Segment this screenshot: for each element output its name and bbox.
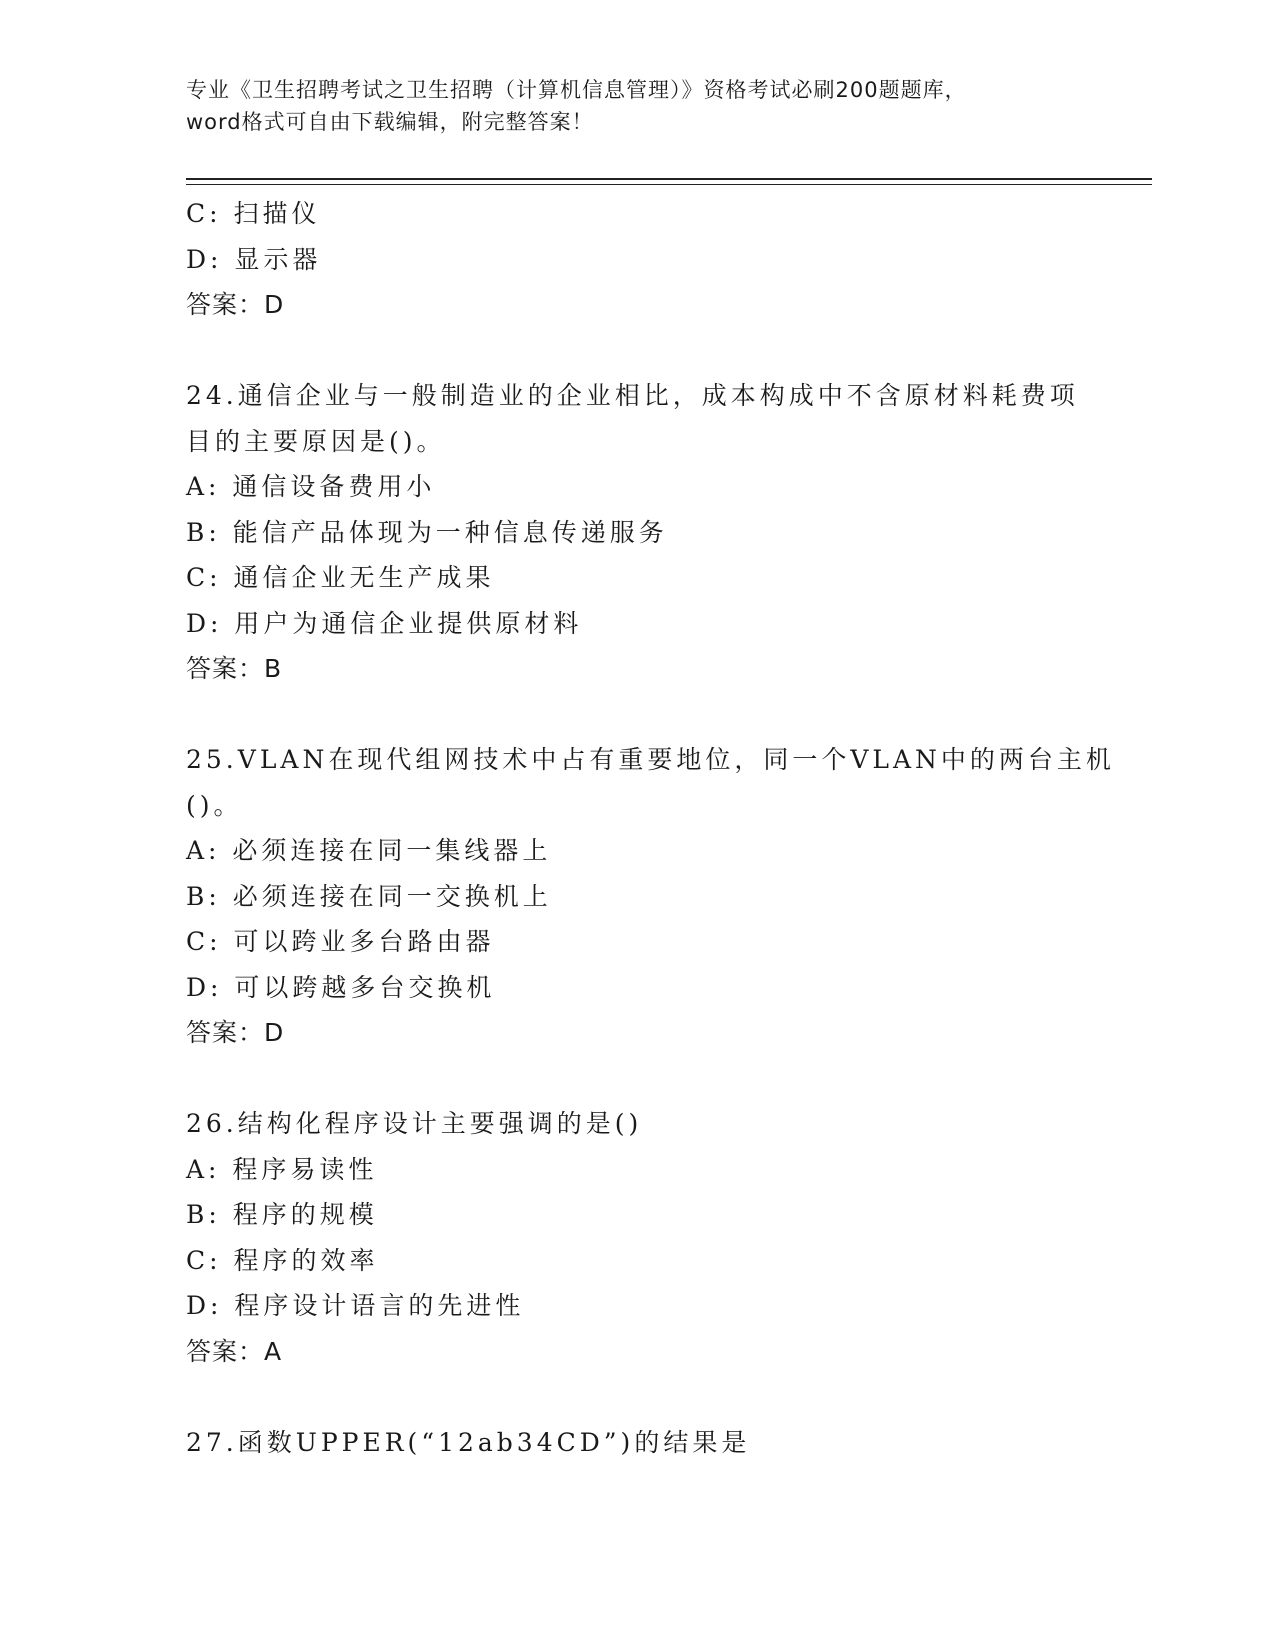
- question-27: [186, 1420, 1136, 1466]
- question-24: [186, 373, 1136, 692]
- question-26: [186, 1101, 1136, 1374]
- spacer: [186, 692, 1136, 738]
- option-a: A: 通信设备费用小: [186, 472, 436, 501]
- question-stem-line: 25.VLAN在现代组网技术中占有重要地位，同一个VLAN中的两台主机: [186, 745, 1115, 774]
- answer: 答案：B: [186, 654, 283, 683]
- option-c: C: 通信企业无生产成果: [186, 563, 495, 592]
- option-c: C: 程序的效率: [186, 1245, 379, 1275]
- option-d: D: 用户为通信企业提供原材料: [186, 608, 583, 638]
- spacer: [186, 1374, 1136, 1420]
- answer: 答案：D: [186, 1018, 285, 1047]
- option-a: A: 必须连接在同一集线器上: [186, 836, 552, 865]
- option-c: C: 可以跨业多台路由器: [186, 927, 495, 956]
- option-d: D: 程序设计语言的先进性: [186, 1291, 525, 1320]
- option-b: B: 程序的规模: [186, 1200, 378, 1229]
- question-25: [186, 737, 1136, 1056]
- question-stem-line: 目的主要原因是()。: [186, 426, 446, 456]
- question-stem-line: 27.函数UPPER(“12ab34CD”)的结果是: [186, 1427, 751, 1457]
- answer: 答案：A: [186, 1336, 283, 1366]
- option-b: B: 能信产品体现为一种信息传递服务: [186, 517, 668, 547]
- header-divider: [186, 178, 1152, 180]
- option-c: C: 扫描仪: [186, 199, 321, 228]
- option-b: B: 必须连接在同一交换机上: [186, 881, 552, 911]
- question-stem-line: 26.结构化程序设计主要强调的是(): [186, 1109, 643, 1138]
- spacer: [186, 328, 1136, 374]
- option-d: D: 显示器: [186, 244, 322, 274]
- document-header: [186, 74, 1086, 138]
- option-d: D: 可以跨越多台交换机: [186, 972, 496, 1002]
- header-divider-thin: [186, 184, 1152, 185]
- option-a: A: 程序易读性: [186, 1154, 378, 1184]
- spacer: [186, 1056, 1136, 1102]
- answer: 答案：D: [186, 290, 285, 319]
- header-line-2: word格式可自由下载编辑，附完整答案！: [186, 110, 594, 134]
- question-stem-line: ()。: [186, 790, 243, 820]
- question-list: [186, 191, 1136, 1465]
- question-23-tail: [186, 191, 1136, 328]
- question-stem-line: 24.通信企业与一般制造业的企业相比，成本构成中不含原材料耗费项: [186, 381, 1079, 410]
- header-line-1: 专业《卫生招聘考试之卫生招聘（计算机信息管理）》资格考试必刷200题题库，: [186, 78, 967, 102]
